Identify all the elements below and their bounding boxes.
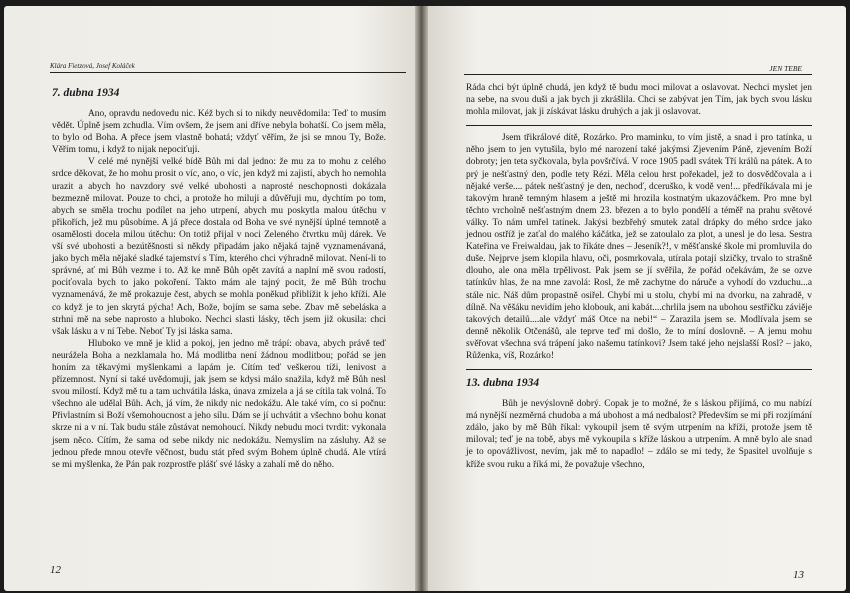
right-top-paragraph: Ráda chci být úplně chudá, jen když tě budu moci milovat a oslavovat. Nechci myslet jen na sebe, na svou duši a jak bych ji zkrášlila. Chci se zabývat jen Tím, jak bych svou lásku mohla milovat, jak ji získávat lásku druhých a jak ji oslavovat. bbox=[466, 83, 812, 118]
left-running-head: Klára Fietzová, Josef Koláček bbox=[50, 62, 135, 70]
right-page bbox=[428, 6, 846, 591]
section-divider bbox=[466, 125, 812, 126]
left-page bbox=[4, 6, 415, 591]
right-running-head: JEN TEBE bbox=[769, 64, 802, 73]
right-text-block bbox=[466, 82, 812, 471]
left-text-block bbox=[52, 82, 386, 471]
right-page-number: 13 bbox=[793, 569, 804, 581]
right-letter-paragraph: Jsem třikrálové dítě, Rozárko. Pro maminku, to vím jistě, a snad i pro tatínka, u něho jsem to jen vytušila, bylo mé narození také jakýmsi Zjevením Páně, zjevením Boží dobroty; jen teta syčkovala, byla povšrčívá. V roce 1905 padl svátek Tří králů na pátek. A to prý je nešťastný den, podle tety Rézi. Měla celou hrst pořekadel, jež to dosvědčovala a i nějaké verše.... pátek nešťastný je den, nechoď, dceruško, k vodě ven!... předříkávala mi je takovým hraně temným hlasem a ještě mi hrozila kostnatým ukazováčkem. Pro mne byl těchto vrcholně nešťastným dnem 23. březen a to bylo pondělí a téměř na prahu světové války. To nám umřel tatínek. Jakýsi bezbřehý smutek zatal drápky do mého srdce jako jednou ostříž je zaťal do malého káčátka, jež se zatoulalo za plot, a unesl je do lesa. Sestra Kateřina ve Freiwaldau, jak to říkáte dnes – Jeseník?!, v měšťanské škole mi promluvila do duše. Nejprve jsem klopila hlavu, oči, posmrkovala, utírala potají slzičky, trvalo to strašně dlouho, ale ona měla trpělivost. Pak jsem se jí svěřila, že pořád očekávám, že se ozve tatínkův hlas, že na mne zavolá: Rosl, že mě zachytne do náruče a vyhodí do vzduchu...a stále nic. Náš dům propastně osiřel. Chybí mi u stolu, chybí mi na dvorku, na zahradě, v dílně. Na věšáku nevidím jeho klobouk, ani kabát....chrlila jsem na ubohou sestřičku záviěje takových detailů....ale vždyť máš Otce na nebi!“ – Zarazila jsem se. Modlívala jsem se denně několik Otčenášů, ale teprve teď mi došlo, že to míní doslovně. – A jemu mohu svěřovat všechna svá trápení jako našemu tatínkovi? Jsem také jeho nejslašší Rosl? – jako, Růženka, víš, Rozárko! bbox=[466, 133, 812, 361]
left-paragraph-3: Hluboko ve mně je klid a pokoj, jen jedno mě trápí: obava, abych právě teď neurážela Boha a nezklamala ho. Má modlitba není žádnou modlitbou; pořád se jen honím za těkavými myšlenkami a lapám je. Cítím teď veškerou tíži, lenivost a přízemnost. Nyní si také uvědomuji, jak jsem se kdysi málo snažila, když mě Bůh nesl svou milostí. Když mě tu a tam uchvátila láska, únava zmizela a já se cítila tak volná. To všechno ale udělal Bůh. Ach, já vím, že nikdy nic nedokážu. Ale také vím, co si počnu: Přivlastním si Boží všemohoucnost a jeho sílu. Dám se jí uchvátit a všechno bohu konat skrze ni a v ní. Tak budu stále zůstávat nemohoucí. Nikdy nebudu moci tvrdit: vykonala jsem něco. Cítím, že sama od sebe nikdy nic nedokážu. Nemyslím na zásluhy. Až se jednou přede mnou otevře věčnost, budu stát před svým Bohem úplně chudá. Ale vtírá se mi myšlenka, že Pán pak rozprostře plášť své lásky a zahalí mě do něho. bbox=[52, 338, 386, 470]
right-entry-date: 13. dubna 1934 bbox=[466, 377, 540, 390]
right-bottom-paragraph: Bůh je nevýslovně dobrý. Copak je to možné, že s láskou přijímá, co mu nabízí má nynější nezměrná chudoba a má ubohost a má nedbalost? Především se mi při rozjímání zdálo, jako by mě Bůh říkal: vykoupil jsem tě svým utrpením na kříži, protože jsem tě miloval; teď je na tobě, abys mě vykoupila s kříže láskou a utrpením. A mně bylo ale snad je to opovážlivost, nevím, jak mě to napadlo! – zdálo se mi tedy, že Spasitel uvolňuje s kříže svou ruku a říká mi, že považuje všechno, bbox=[466, 399, 812, 470]
left-header-rule bbox=[50, 72, 406, 73]
book-gutter bbox=[415, 6, 428, 591]
section-divider-2 bbox=[466, 369, 812, 370]
left-entry-date: 7. dubna 1934 bbox=[52, 87, 120, 99]
left-paragraph-2: V celé mé nynější velké bídě Bůh mi dal jedno: že mu za to mohu z celého srdce děkovat, že ho mohu prosit o víc, ano, o víc, jen když mi zajistí, abych ho nemohla urazit a abych ho navzdory své velké ubohosti a naprosté neschopnosti dokázala bezmezně milovat. Pouze to chci, a protože ho miluji a důvěřuji mu, dychtím po tom, abych se směla trochu podílet na jeho utrpení, abych mu poskytla malou útěchu v přikořích, jež mu působíme. A já přece dostala od Boha ve své nynější úplné temnotě a osamělosti docela milou útěchu: On totiž přijal v noci Zeleného čtvrtku můj dárek. Ve vší své ubohosti a bezútěšnosti si někdy připadám jako nějaká tajně vyznamenávaná, jako bych měla nějaké sladké tajemství s Tím, kterého chci výhradně milovat. Není-li to správné, ať mi Bůh vezme i to. Až ke mně Bůh opět zavítá a naplní mě svou radostí, pociťovala bych to jako pokoření. Takto mám ale tajný pocit, že mě Bůh trochu vyznamenává, že mě prokazuje čest, abych se mohla poněkud přiblížit k jeho kříži. Ale co když je to jen skrytá pýcha! Ach, Bože, bojím se sama sebe. Zbav mě sebeláska a strhni mě na sebe naprosto a hluboko. Nechci slasti lásky, těch jsem již okusila: chci však lásku a v ní Tebe. Neboť Ty jsi láska sama. bbox=[52, 157, 386, 337]
left-page-number: 12 bbox=[50, 564, 61, 576]
right-header-rule bbox=[464, 74, 812, 75]
left-paragraph-1: Ano, opravdu nedovedu nic. Kéž bych si to nikdy neuvědomila: Teď to musím vědět. Úplně jsem zchudla. Vím ovšem, že jsem ani dříve nebyla bohatší. Co jsem měla, to bylo od Boha. A přece jsem vlastně bohatá; vždyť věřím, že jsi se mnou Ty, Bože. Věřím tomu, i když to nijak nepociťuji. bbox=[52, 109, 386, 156]
